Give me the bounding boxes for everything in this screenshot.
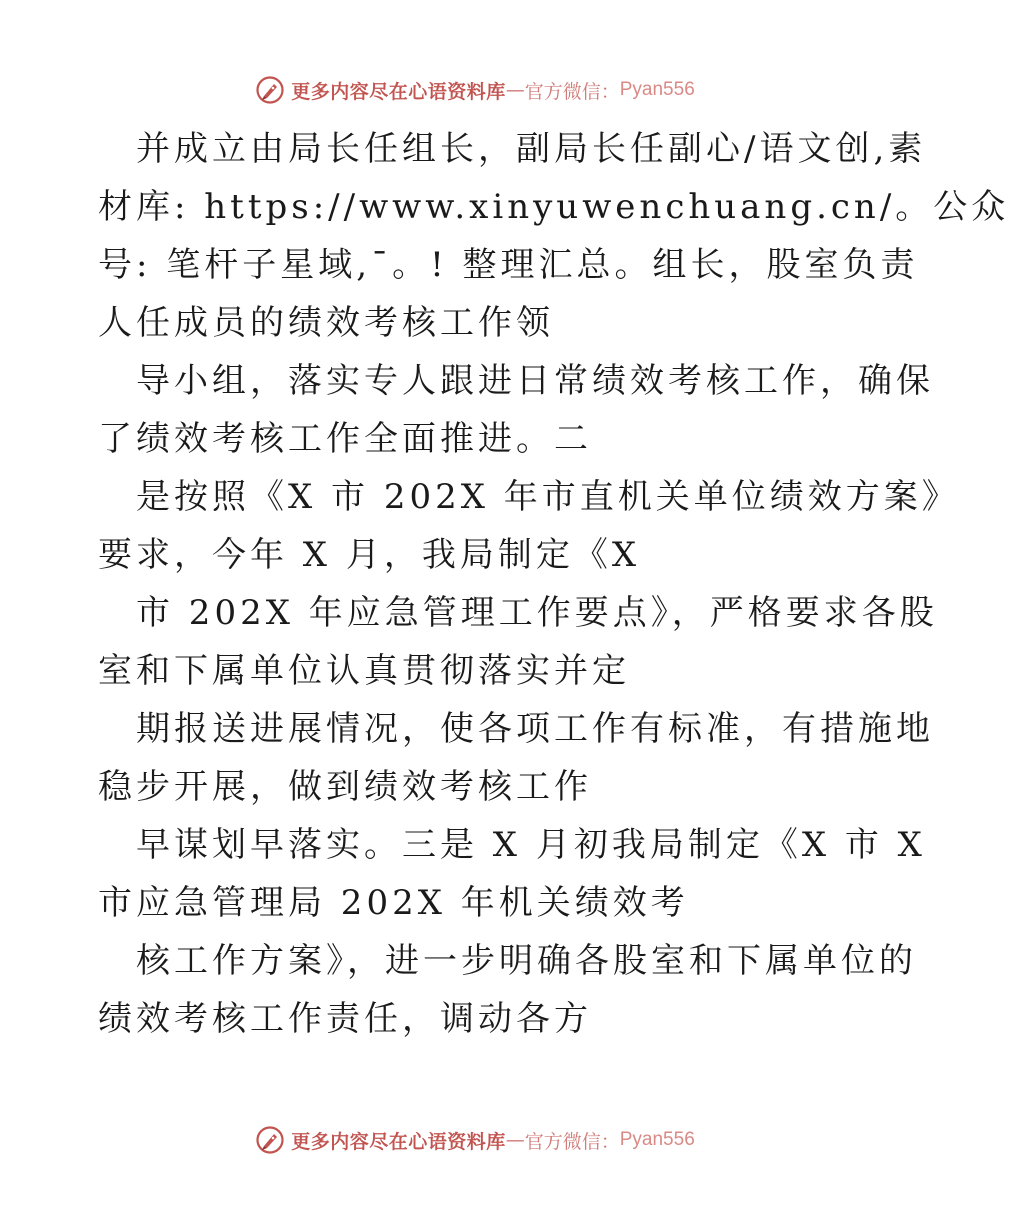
banner-wechat-id: Pyan556	[619, 1129, 695, 1150]
text-line: 核工作方案》，进一步明确各股室和下属单位的	[136, 941, 917, 981]
text-line: 稳步开展，做到绩效考核工作	[98, 767, 592, 807]
banner-wechat-label: 官方微信：	[524, 80, 620, 103]
text-line: 早谋划早落实。三是 X 月初我局制定《X 市 X	[136, 825, 926, 865]
text-line: 人任成员的绩效考核工作领	[98, 303, 554, 343]
text-line: 材库: https://www.xinyuwenchuang.cn/。公众	[98, 187, 1009, 227]
banner-site-text: 更多内容尽在心语资料库	[291, 1130, 506, 1153]
text-line: 绩效考核工作责任，调动各方	[98, 999, 592, 1039]
text-line: 市应急管理局 202X 年机关绩效考	[98, 883, 689, 923]
banner-wechat-label: 官方微信：	[524, 1130, 620, 1153]
text-line: 了绩效考核工作全面推进。二	[98, 419, 592, 459]
document-body	[98, 120, 1009, 1048]
text-line: 并成立由局长任组长，副局长任副心/语文创,素	[136, 129, 927, 169]
banner-dash: —	[505, 79, 525, 101]
text-line: 室和下属单位认真贯彻落实并定	[98, 651, 630, 691]
pen-nib-logo-icon	[255, 1125, 285, 1155]
text-line: 号: 笔杆子星域,¯。! 整理汇总。组长，股室负责	[98, 245, 919, 285]
text-line: 市 202X 年应急管理工作要点》，严格要求各股	[136, 593, 938, 633]
pen-nib-logo-icon	[255, 75, 285, 105]
text-line: 期报送进展情况，使各项工作有标准，有措施地	[136, 709, 934, 749]
banner-dash: —	[505, 1129, 525, 1151]
text-line: 导小组，落实专人跟进日常绩效考核工作，确保	[136, 361, 934, 401]
text-line: 是按照《X 市 202X 年市直机关单位绩效方案》	[136, 477, 960, 517]
text-line: 要求，今年 X 月，我局制定《X	[98, 535, 641, 575]
banner-wechat-id: Pyan556	[619, 79, 695, 100]
banner-site-text: 更多内容尽在心语资料库	[291, 80, 506, 103]
header-banner[interactable]	[0, 70, 950, 110]
footer-banner[interactable]	[0, 1120, 950, 1160]
